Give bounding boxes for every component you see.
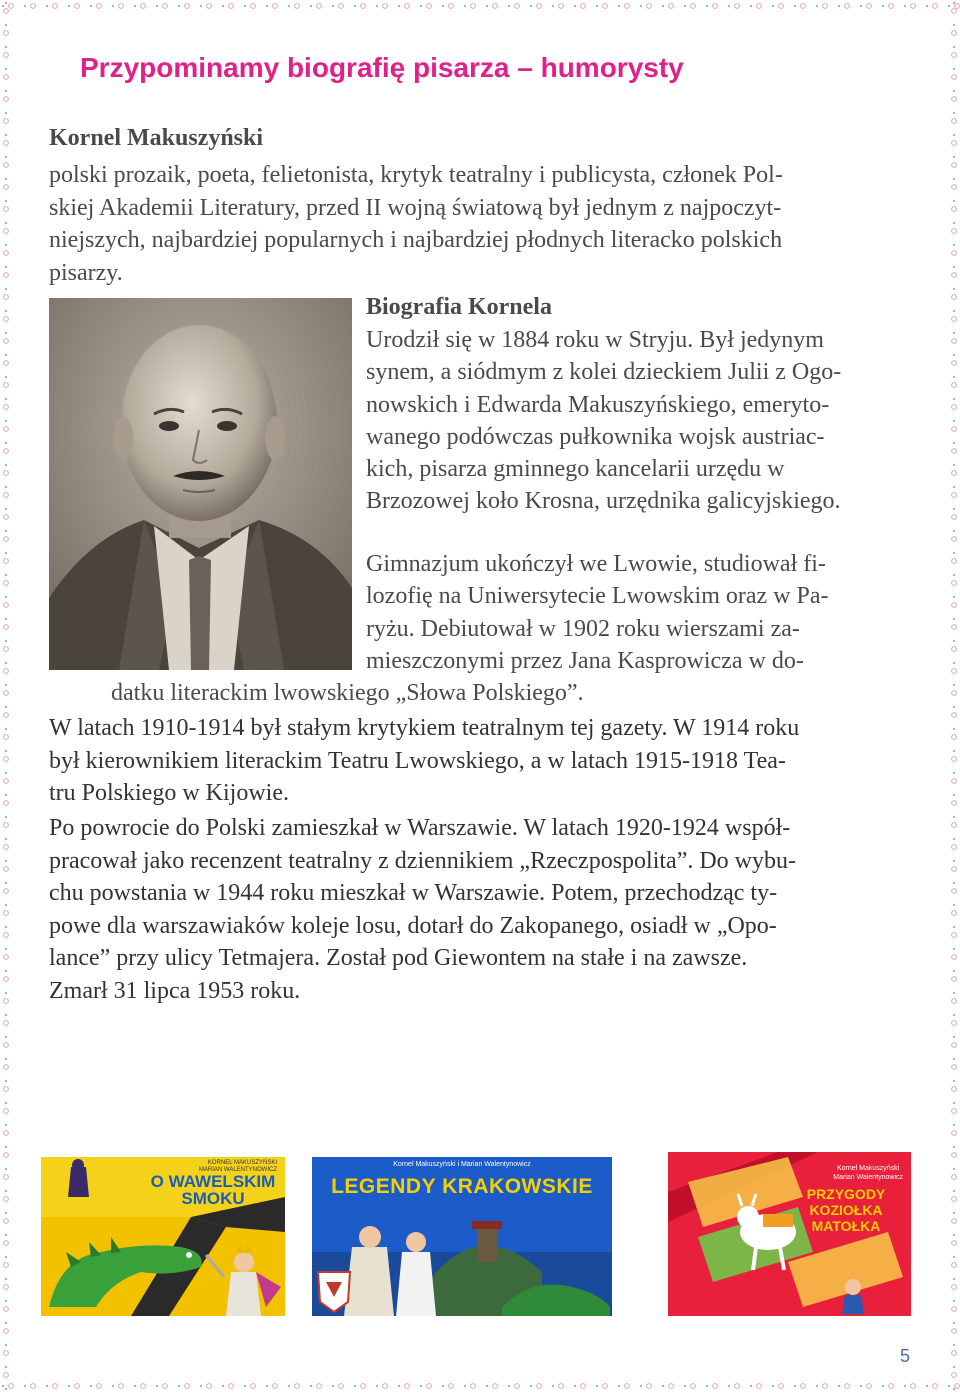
bio-line: ryżu. Debiutował w 1902 roku wierszami za- [366,615,800,642]
paragraph-line: był kierownikiem literackim Teatru Lwowskiego, a w latach 1915-1918 Tea- [49,747,786,774]
author-name: Kornel Makuszyński [49,125,264,151]
bio-line: Gimnazjum ukończył we Lwowie, studiował fi- [366,551,826,577]
paragraph-line: Po powrocie do Polski zamieszkał w Warszawie. W latach 1920-1924 współ- [49,815,791,841]
bio-line: mieszczonymi przez Jana Kasprowicza w do- [366,647,804,674]
paragraph-line: tru Polskiego w Kijowie. [49,780,289,806]
cover-title-line: O WAWELSKIM [150,1172,276,1191]
biography-paragraph-education [366,548,912,677]
intro-line: pisarzy. [49,259,123,286]
cover-title-line: PRZYGODY [806,1186,886,1202]
cover-author-line: KORNEL MAKUSZYŃSKI [207,1160,277,1166]
page-number: 5 [900,1346,911,1366]
book-cover-legendy-krakowskie [312,1157,612,1316]
paragraph-line: powe dla warszawiaków koleje losu, dotarł do Zakopanego, osiadł w „Opo- [49,912,777,939]
cover-author-line: Kornel Makuszyński [836,1165,900,1172]
cover-title-line: SMOKU [181,1189,245,1208]
biography-paragraph-birth [366,324,912,518]
paragraph-later-life [49,812,911,1007]
bio-line: nowskich i Edwarda Makuszyńskiego, emeryto- [366,391,830,418]
bio-line: wanego podówczas pułkownika wojsk austriac- [366,423,825,450]
bio-line: synem, a siódmym z kolei dzieckiem Julii z Ogo- [366,359,842,386]
bio-line: datku literackim lwowskiego „Słowa Polskiego”. [111,680,584,706]
cover-author-line: Kornel Makuszyński i Marian Walentynowicz [393,1161,531,1168]
biography-heading: Biografia Kornela [366,294,552,320]
page-title: Przypominamy biografię pisarza – humorysty [80,52,684,83]
cover-title-line: LEGENDY KRAKOWSKIE [331,1175,593,1198]
paragraph-career [49,712,911,810]
intro-paragraph [49,159,911,289]
bio-line: Brzozowej koło Krosna, urzędnika galicyjskiego. [366,488,841,515]
cover-title-line: MATOŁKA [811,1218,881,1234]
cover-author-line: Marian Walentynowicz [833,1174,903,1181]
bio-line: Urodził się w 1884 roku w Stryju. Był jedynym [366,327,824,353]
intro-line: skiej Akademii Literatury, przed II wojną światową był jednym z najpoczyt- [49,194,782,221]
paragraph-line: pracował jako recenzent teatralny z dziennikiem „Rzeczpospolita”. Do wybu- [49,847,796,874]
bio-line: lozofię na Uniwersytecie Lwowskim oraz w Pa- [366,583,829,610]
cover-title-line: KOZIOŁKA [809,1202,883,1218]
paragraph-line: W latach 1910-1914 był stałym krytykiem teatralnym tej gazety. W 1914 roku [49,715,800,741]
book-cover-przygody-koziolka-matolka [668,1152,911,1316]
cover-author-line: MARIAN WALENTYNOWICZ [198,1167,277,1173]
intro-line: polski prozaik, poeta, felietonista, krytyk teatralny i publicysta, członek Pol- [49,162,783,188]
author-portrait-photo [49,298,352,670]
book-cover-o-wawelskim-smoku [41,1157,285,1316]
paragraph-line: chu powstania w 1944 roku mieszkał w Warszawie. Potem, przechodząc ty- [49,880,778,906]
intro-line: niejszych, najbardziej popularnych i najbardziej płodnych literacko polskich [49,227,783,253]
bio-line: kich, pisarza gminnego kancelarii urzędu w [366,456,785,483]
paragraph-line: Zmarł 31 lipca 1953 roku. [49,977,301,1004]
paragraph-line: lance” przy ulicy Tetmajera. Został pod Giewontem na stałe i na zawsze. [49,945,748,971]
